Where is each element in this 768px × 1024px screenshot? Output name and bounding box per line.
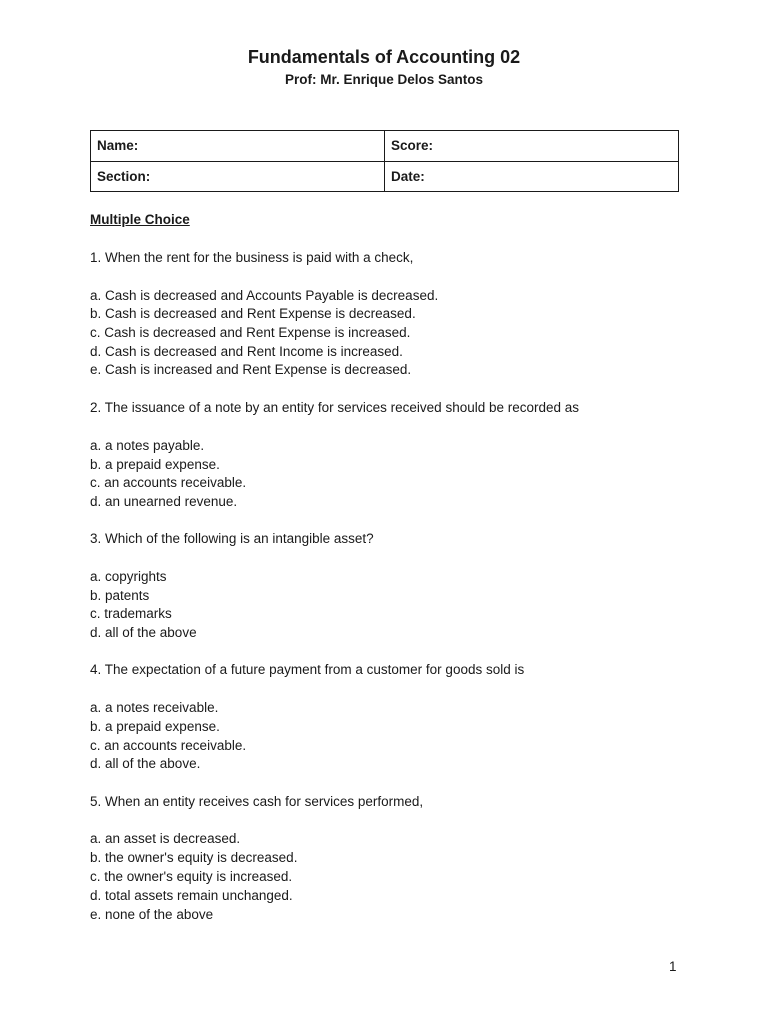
answer-option: a. an asset is decreased.: [90, 831, 241, 846]
answer-option: c. the owner's equity is increased.: [90, 869, 293, 884]
answer-option: e. Cash is increased and Rent Expense is decreased.: [90, 362, 412, 377]
page-number: 1: [669, 959, 677, 974]
section-label: Section:: [97, 168, 151, 184]
answer-option: a. a notes receivable.: [90, 700, 219, 715]
question-text: 3. Which of the following is an intangible asset?: [90, 531, 374, 546]
answer-option: d. Cash is decreased and Rent Income is increased.: [90, 344, 403, 359]
date-label: Date:: [391, 168, 425, 184]
answer-option: a. a notes payable.: [90, 438, 205, 453]
answer-option: d. all of the above: [90, 625, 197, 640]
answer-option: d. total assets remain unchanged.: [90, 888, 293, 903]
score-label: Score:: [391, 138, 434, 154]
question-text: 2. The issuance of a note by an entity for services received should be recorded as: [90, 400, 580, 415]
info-row: [91, 131, 679, 162]
answer-option: d. an unearned revenue.: [90, 494, 238, 509]
question-text: 1. When the rent for the business is paid with a check,: [90, 250, 414, 265]
answer-option: b. Cash is decreased and Rent Expense is decreased.: [90, 306, 416, 321]
question-text: 5. When an entity receives cash for services performed,: [90, 794, 424, 809]
name-cell: [91, 131, 385, 162]
answer-option: a. Cash is decreased and Accounts Payable is decreased.: [90, 288, 439, 303]
answer-option: b. a prepaid expense.: [90, 719, 220, 734]
answer-option: b. the owner's equity is decreased.: [90, 850, 298, 865]
document-subtitle: Prof: Mr. Enrique Delos Santos: [284, 72, 484, 87]
date-cell: [385, 161, 679, 192]
name-label: Name:: [97, 138, 139, 154]
answer-option: e. none of the above: [90, 907, 214, 922]
student-info-table: [90, 130, 679, 192]
answer-option: b. patents: [90, 588, 150, 603]
answer-option: c. Cash is decreased and Rent Expense is increased.: [90, 325, 411, 340]
answer-option: c. trademarks: [90, 606, 172, 621]
document-title: Fundamentals of Accounting 02: [247, 47, 521, 67]
answer-option: c. an accounts receivable.: [90, 475, 247, 490]
answer-option: c. an accounts receivable.: [90, 738, 247, 753]
section-cell: [91, 161, 385, 192]
info-row: [91, 161, 679, 192]
question-text: 4. The expectation of a future payment from a customer for goods sold is: [90, 662, 525, 677]
answer-option: a. copyrights: [90, 569, 167, 584]
score-cell: [385, 131, 679, 162]
answer-option: d. all of the above.: [90, 756, 201, 771]
section-heading: Multiple Choice: [90, 212, 190, 227]
answer-option: b. a prepaid expense.: [90, 457, 220, 472]
